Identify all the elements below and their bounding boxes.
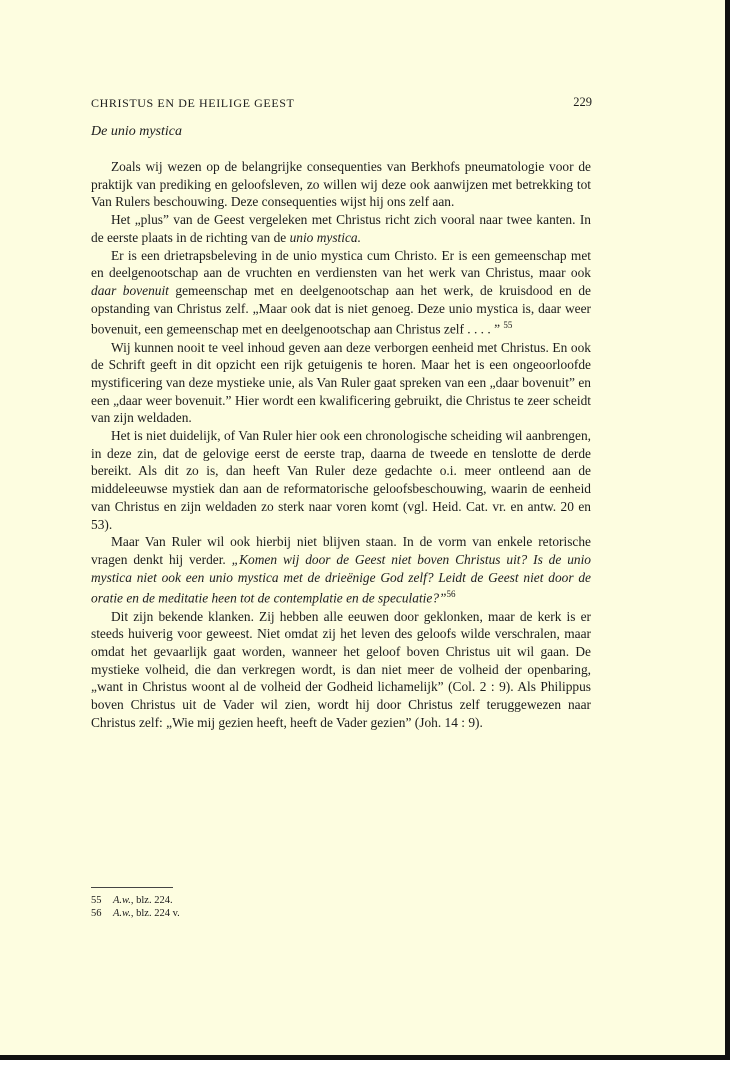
running-header: CHRISTUS EN DE HEILIGE GEEST (91, 96, 295, 110)
body-text (91, 158, 591, 731)
page-number: 229 (573, 95, 592, 109)
footnote-ref: 56 (446, 589, 456, 600)
footnote: 55 A.w., blz. 224. (91, 895, 173, 906)
paragraph: Het „plus” van de Geest vergeleken met Christus richt zich vooral naar twee kanten. In de eerste plaats in de richting van de unio mystica. (91, 212, 591, 245)
paragraph: Zoals wij wezen op de belangrijke consequenties van Berkhofs pneumatologie voor de praktijk van prediking en geloofsleven, zo willen wij deze ook aanwijzen met betrekking tot Van Rulers beschouwing. Deze consequenties wijst hij ons zelf aan. (91, 159, 591, 210)
paragraph: Dit zijn bekende klanken. Zij hebben alle eeuwen door geklonken, maar de kerk is er steeds huiverig voor geweest. Niet omdat zij het leven des geloofs wilde verschralen, maar omdat het gevaarlijk gaat worden, wanneer het geloof boven Christus uit wil gaan. De mystieke volheid, die dan verkregen wordt, is dan niet meer de volheid der openbaring, „want in Christus woont al de volheid der Godheid lichamelijk” (Col. 2 : 9). Als Philippus boven Christus uit de Vader wil zien, wordt hij door Christus zelf teruggewezen naar Christus zelf: „Wie mij gezien heeft, heeft de Vader gezien” (Joh. 14 : 9). (91, 608, 591, 730)
footnote-ref: 55 (503, 320, 513, 331)
footnote-divider (91, 887, 173, 888)
section-title: De unio mystica (91, 124, 182, 139)
paragraph: Het is niet duidelijk, of Van Ruler hier ook een chronologische scheiding wil aanbrengen, in deze zin, dat de gelovige eerst de eerste trap, daarna de tweede en tenslotte de derde bereikt. Als dit zo is, dan heeft Van Ruler deze gedachte o.i. meer ontleend aan de middeleeuwse mystiek dan aan de reformatorische geloofsbeschouwing, waarin de eenheid van Christus en zijn weldaden zo sterk naar voren komt (vgl. Heid. Cat. vr. en antw. 20 en 53). (91, 428, 591, 532)
paragraph: Maar Van Ruler wil ook hierbij niet blijven staan. In de vorm van enkele retorische vragen denkt hij verder. „Komen wij door de Geest niet boven Christus uit? Is de unio mystica niet ook een unio mystica met de drieënige God zelf? Leidt de Geest niet door de oratie en de meditatie heen tot de contemplatie en de speculatie?”$^{56}$ (91, 534, 591, 606)
footnote: 56 A.w., blz. 224 v. (91, 908, 180, 919)
paragraph: Er is een drietrapsbeleving in de unio mystica cum Christo. Er is een gemeenschap met en deelgenootschap aan de vruchten en verdiensten van het werk van Christus, maar ook daar bovenuit gemeenschap met en deelgenootschap aan het werk, de kruisdood en de opstanding van Christus zelf. „Maar ook dat is niet genoeg. Deze unio mystica is, daar weer bovenuit, een gemeenschap met en deelgenootschap aan Christus zelf . . . . ” $^{55}$ (91, 247, 591, 337)
paragraph: Wij kunnen nooit te veel inhoud geven aan deze verborgen eenheid met Christus. En ook de Schrift geeft in dit opzicht een rijk getuigenis te horen. Maar het is een ongeoorloofde mystificering van deze mystieke unie, als Van Ruler gaat spreken van een „daar bovenuit” en een „daar weer bovenuit.” Hier wordt een kwalificering gebruikt, die Christus te zeer scheidt van zijn weldaden. (91, 339, 591, 426)
